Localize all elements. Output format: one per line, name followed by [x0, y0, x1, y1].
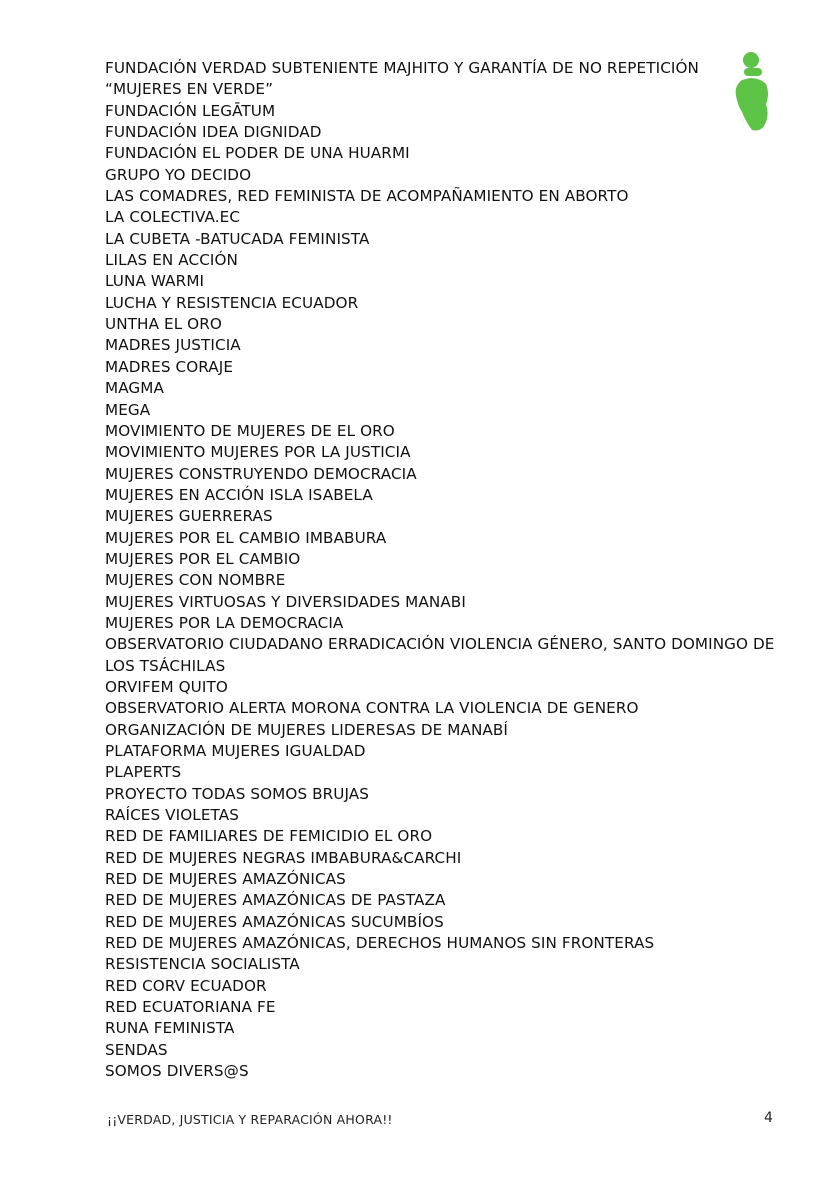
list-item: LAS COMADRES, RED FEMINISTA DE ACOMPAÑAMIENTO EN ABORTO	[105, 187, 629, 206]
list-item: ORGANIZACIÓN DE MUJERES LIDERESAS DE MANABÍ	[105, 720, 509, 739]
list-item: RED DE MUJERES AMAZÓNICAS SUCUMBÍOS	[105, 912, 444, 931]
list-item: LUNA WARMI	[105, 272, 205, 291]
list-item: FUNDACIÓN EL PODER DE UNA HUARMI	[105, 144, 410, 163]
list-item: MUJERES CONSTRUYENDO DEMOCRACIA	[105, 464, 417, 483]
list-item: SENDAS	[105, 1040, 168, 1059]
list-item: RED DE FAMILIARES DE FEMICIDIO EL ORO	[105, 827, 433, 846]
list-item: LA COLECTIVA.EC	[105, 208, 241, 227]
list-item: FUNDACIÓN VERDAD SUBTENIENTE MAJHITO Y GARANTÍA DE NO REPETICIÓN	[105, 59, 699, 77]
list-item: MADRES CORAJE	[105, 357, 234, 376]
list-item: RUNA FEMINISTA	[105, 1019, 235, 1038]
list-item: MOVIMIENTO MUJERES POR LA JUSTICIA	[105, 443, 411, 462]
list-item: MUJERES GUERRERAS	[105, 507, 273, 526]
list-item: MUJERES POR LA DEMOCRACIA	[105, 613, 344, 632]
list-item: RED DE MUJERES AMAZÓNICAS, DERECHOS HUMANOS SIN FRONTERAS	[105, 934, 655, 953]
list-item: MUJERES CON NOMBRE	[105, 571, 286, 590]
list-item: MOVIMIENTO DE MUJERES DE EL ORO	[105, 421, 395, 440]
list-item: RED DE MUJERES NEGRAS IMBABURA&CARCHI	[105, 848, 462, 867]
list-item: ORVIFEM QUITO	[105, 677, 228, 696]
list-item: RED ECUATORIANA FE	[105, 998, 276, 1017]
list-item: RED DE MUJERES AMAZÓNICAS	[105, 870, 346, 889]
list-item: LUCHA Y RESISTENCIA ECUADOR	[105, 293, 359, 312]
list-item: OBSERVATORIO ALERTA MORONA CONTRA LA VIOLENCIA DE GENERO	[105, 699, 639, 718]
list-item: MUJERES EN ACCIÓN ISLA ISABELA	[105, 485, 373, 504]
list-item: RESISTENCIA SOCIALISTA	[105, 955, 300, 974]
list-item: OBSERVATORIO CIUDADANO ERRADICACIÓN VIOLENCIA GÉNERO, SANTO DOMINGO DE LOS TSÁCHILAS	[105, 635, 775, 675]
list-item: FUNDACIÓN IDEA DIGNIDAD	[105, 123, 322, 142]
list-item: PLAPERTS	[105, 763, 182, 782]
list-item: FUNDACIÓN LEGĀTUM	[105, 101, 276, 120]
list-item: MUJERES VIRTUOSAS Y DIVERSIDADES MANABI	[105, 592, 466, 611]
list-item: GRUPO YO DECIDO	[105, 165, 252, 184]
list-item: LILAS EN ACCIÓN	[105, 251, 239, 270]
list-item: UNTHA EL ORO	[105, 315, 222, 334]
list-item: MUJERES POR EL CAMBIO IMBABURA	[105, 528, 387, 547]
list-item: MEGA	[105, 400, 151, 419]
list-item: MADRES JUSTICIA	[105, 336, 241, 355]
list-item: RED DE MUJERES AMAZÓNICAS DE PASTAZA	[105, 891, 446, 910]
list-item: “MUJERES EN VERDE”	[105, 80, 274, 99]
list-item: LA CUBETA -BATUCADA FEMINISTA	[105, 229, 370, 248]
organization-list	[105, 58, 795, 1083]
list-item: PLATAFORMA MUJERES IGUALDAD	[105, 742, 366, 760]
footer-slogan: ¡¡VERDAD, JUSTICIA Y REPARACIÓN AHORA!!	[107, 1112, 393, 1127]
list-item: SOMOS DIVERS@S	[105, 1062, 249, 1081]
page-number: 4	[764, 1110, 773, 1126]
list-item: MUJERES POR EL CAMBIO	[105, 549, 301, 568]
list-item: PROYECTO TODAS SOMOS BRUJAS	[105, 784, 370, 803]
list-item: RAÍCES VIOLETAS	[105, 806, 239, 825]
list-item: RED CORV ECUADOR	[105, 976, 267, 995]
list-item: MAGMA	[105, 379, 164, 398]
